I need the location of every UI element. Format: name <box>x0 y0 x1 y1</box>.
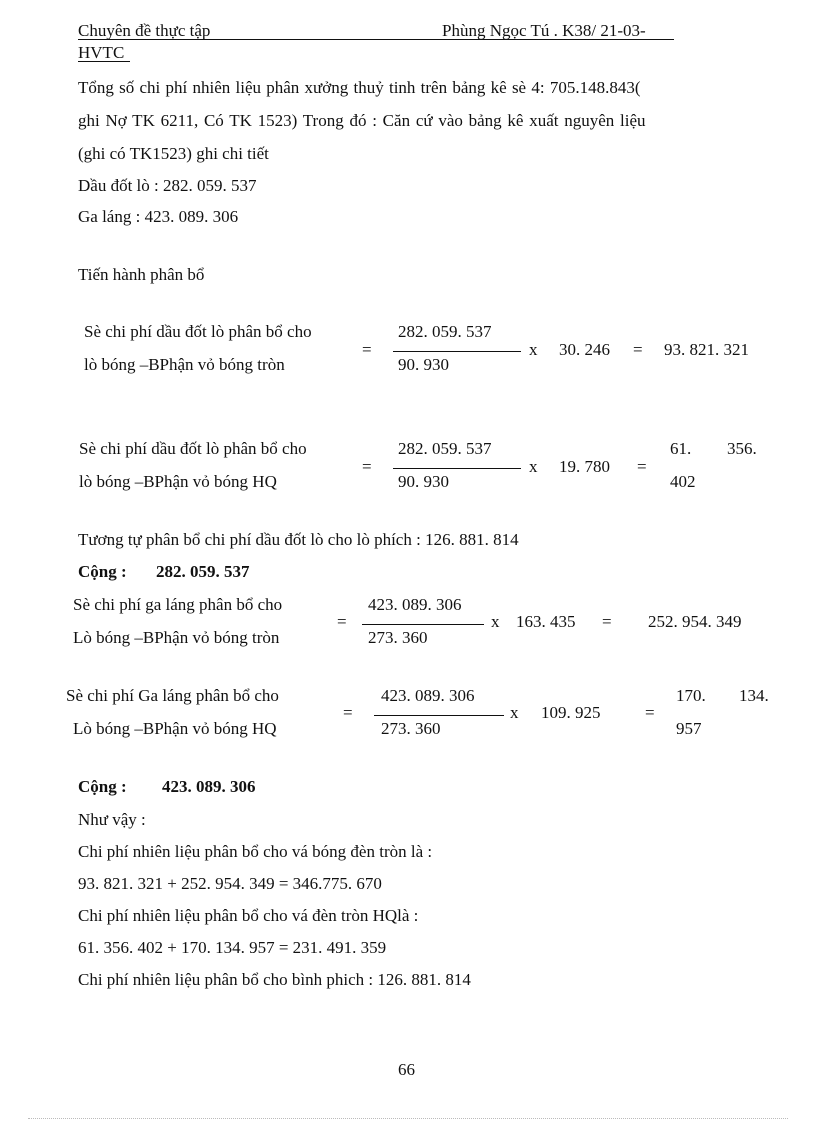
alloc1-result: 93. 821. 321 <box>664 340 749 359</box>
header-underline-2 <box>78 61 130 62</box>
alloc3-equals-2: = <box>602 612 612 631</box>
alloc3-equals: = <box>337 612 347 631</box>
alloc2-result-part-2: 356. <box>727 439 757 458</box>
section-title: Tiến hành phân bổ <box>78 265 205 284</box>
intro-line-5: Ga láng : 423. 089. 306 <box>78 207 239 226</box>
header-continuation: HVTC <box>78 43 125 62</box>
intro-line-4: Dầu đốt lò : 282. 059. 537 <box>78 176 257 195</box>
alloc1-times: x <box>529 340 538 359</box>
alloc4-equals-2: = <box>645 703 655 722</box>
summary-calc-round: 93. 821. 321 + 252. 954. 349 = 346.775. 670 <box>78 874 382 893</box>
alloc2-denominator: 90. 930 <box>398 472 449 491</box>
page-number: 66 <box>398 1060 415 1079</box>
header-left: Chuyên đề thực tập <box>78 21 211 40</box>
alloc4-result-part-2: 134. <box>739 686 769 705</box>
alloc2-fraction-bar <box>393 468 521 469</box>
alloc4-factor: 109. 925 <box>541 703 601 722</box>
alloc1-label-2: lò bóng –BPhận vỏ bóng tròn <box>84 355 285 374</box>
alloc1-equals-2: = <box>633 340 643 359</box>
alloc4-result-part-3: 957 <box>676 719 702 738</box>
total-2-value: 423. 089. 306 <box>162 777 256 796</box>
total-1-label: Cộng : <box>78 562 127 581</box>
alloc2-result-part-1: 61. <box>670 439 692 458</box>
alloc1-denominator: 90. 930 <box>398 355 449 374</box>
alloc2-label-1: Sè chi phí dầu đốt lò phân bổ cho <box>79 439 307 458</box>
alloc1-numerator: 282. 059. 537 <box>398 322 492 341</box>
alloc3-label-2: Lò bóng –BPhận vỏ bóng tròn <box>73 628 280 647</box>
alloc2-times: x <box>529 457 538 476</box>
alloc4-label-1: Sè chi phí Ga láng phân bổ cho <box>66 686 279 705</box>
intro-line-2: ghi Nợ TK 6211, Có TK 1523) Trong đó : Căn cứ vào bảng kê xuất nguyên liệu <box>78 111 646 130</box>
total-2-label: Cộng : <box>78 777 127 796</box>
summary-calc-hq: 61. 356. 402 + 170. 134. 957 = 231. 491. 359 <box>78 938 387 957</box>
header-underline <box>78 39 674 40</box>
summary-line-round: Chi phí nhiên liệu phân bổ cho vá bóng đèn tròn là : <box>78 842 433 861</box>
summary-line-hq: Chi phí nhiên liệu phân bổ cho vá đèn tròn HQlà : <box>78 906 419 925</box>
alloc4-denominator: 273. 360 <box>381 719 441 738</box>
alloc2-result-part-3: 402 <box>670 472 696 491</box>
alloc1-label-1: Sè chi phí dầu đốt lò phân bổ cho <box>84 322 312 341</box>
intro-line-1: Tổng số chi phí nhiên liệu phân xưởng thuỷ tinh trên bảng kê sè 4: 705.148.843( <box>78 78 641 97</box>
alloc4-result-part-1: 170. <box>676 686 706 705</box>
header-right: Phùng Ngọc Tú . K38/ 21-03- <box>442 21 646 40</box>
alloc4-numerator: 423. 089. 306 <box>381 686 475 705</box>
footer-dotted-border <box>28 1118 788 1119</box>
alloc1-fraction-bar <box>393 351 521 352</box>
summary-intro: Như vậy : <box>78 810 146 829</box>
alloc4-equals: = <box>343 703 353 722</box>
alloc3-times: x <box>491 612 500 631</box>
similar-allocation: Tương tự phân bổ chi phí dầu đốt lò cho lò phích : 126. 881. 814 <box>78 530 519 549</box>
alloc3-label-1: Sè chi phí ga láng phân bổ cho <box>73 595 283 614</box>
alloc2-factor: 19. 780 <box>559 457 610 476</box>
alloc1-equals: = <box>362 340 372 359</box>
alloc4-fraction-bar <box>374 715 504 716</box>
alloc3-denominator: 273. 360 <box>368 628 428 647</box>
alloc3-fraction-bar <box>362 624 484 625</box>
alloc3-factor: 163. 435 <box>516 612 576 631</box>
alloc2-numerator: 282. 059. 537 <box>398 439 492 458</box>
alloc1-factor: 30. 246 <box>559 340 610 359</box>
alloc2-equals-2: = <box>637 457 647 476</box>
alloc2-label-2: lò bóng –BPhận vỏ bóng HQ <box>79 472 277 491</box>
alloc3-numerator: 423. 089. 306 <box>368 595 462 614</box>
alloc2-equals: = <box>362 457 372 476</box>
summary-line-flask: Chi phí nhiên liệu phân bổ cho bình phich : 126. 881. 814 <box>78 970 471 989</box>
intro-line-3: (ghi có TK1523) ghi chi tiết <box>78 144 269 163</box>
alloc4-times: x <box>510 703 519 722</box>
alloc4-label-2: Lò bóng –BPhận vỏ bóng HQ <box>73 719 277 738</box>
alloc3-result: 252. 954. 349 <box>648 612 742 631</box>
total-1-value: 282. 059. 537 <box>156 562 250 581</box>
